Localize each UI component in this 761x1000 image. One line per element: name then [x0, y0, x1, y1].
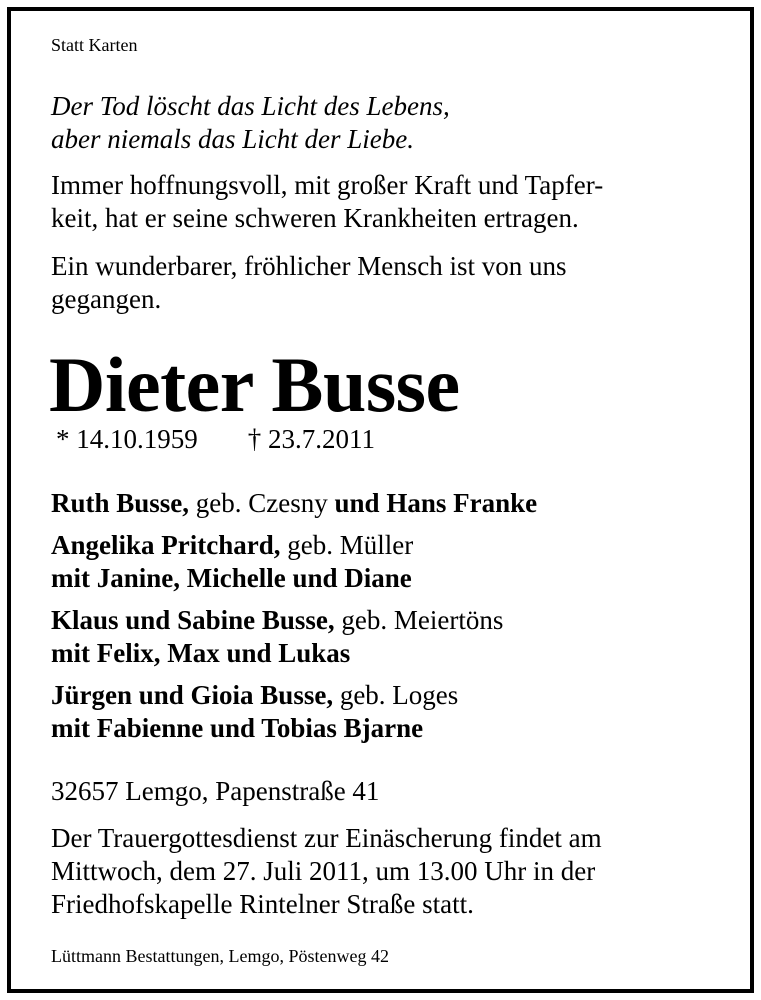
service-line-1: Der Trauergottesdienst zur Einäscherung findet am — [51, 823, 602, 853]
farewell-line-1: Ein wunderbarer, fröhlicher Mensch ist von uns — [51, 251, 567, 281]
mourner-1 — [51, 488, 537, 519]
statt-karten-label: Statt Karten — [51, 35, 138, 55]
death-date: † 23.7.2011 — [247, 424, 375, 454]
mourner-1-partner: und Hans Franke — [334, 488, 538, 518]
mourner-2-name: Angelika Pritchard, — [51, 530, 281, 560]
mourner-3-maiden: geb. Meiertöns — [334, 605, 504, 635]
mourner-4-maiden: geb. Loges — [333, 680, 459, 710]
mourner-2-maiden: geb. Müller — [280, 530, 414, 560]
birth-date: * 14.10.1959 — [56, 424, 198, 454]
mourner-4 — [51, 680, 458, 711]
mourner-4-name: Jürgen und Gioia Busse, — [51, 680, 334, 710]
farewell-line-2: gegangen. — [51, 284, 162, 314]
mourner-1-maiden: geb. Czesny — [189, 488, 335, 518]
address: 32657 Lemgo, Papenstraße 41 — [51, 776, 380, 806]
mourner-3 — [51, 605, 503, 636]
service-line-3: Friedhofskapelle Rintelner Straße statt. — [51, 889, 474, 919]
tribute-line-1: Immer hoffnungsvoll, mit großer Kraft und Tapfer- — [51, 170, 604, 200]
mourner-1-name: Ruth Busse, — [51, 488, 190, 518]
tribute-line-2: keit, hat er seine schweren Krankheiten ertragen. — [51, 203, 579, 233]
quote-line-1: Der Tod löscht das Licht des Lebens, — [51, 91, 450, 121]
mourner-2-children: mit Janine, Michelle und Diane — [51, 563, 412, 593]
deceased-name: Dieter Busse — [49, 341, 460, 428]
mourner-2 — [51, 530, 413, 561]
mourner-3-name: Klaus und Sabine Busse, — [51, 605, 335, 635]
life-dates — [56, 424, 375, 455]
mourner-3-children: mit Felix, Max und Lukas — [51, 638, 351, 668]
service-line-2: Mittwoch, dem 27. Juli 2011, um 13.00 Uhr in der — [51, 856, 596, 886]
funeral-home-footer: Lüttmann Bestattungen, Lemgo, Pöstenweg 42 — [51, 946, 389, 966]
mourner-4-children: mit Fabienne und Tobias Bjarne — [51, 713, 424, 743]
quote-line-2: aber niemals das Licht der Liebe. — [51, 124, 414, 154]
